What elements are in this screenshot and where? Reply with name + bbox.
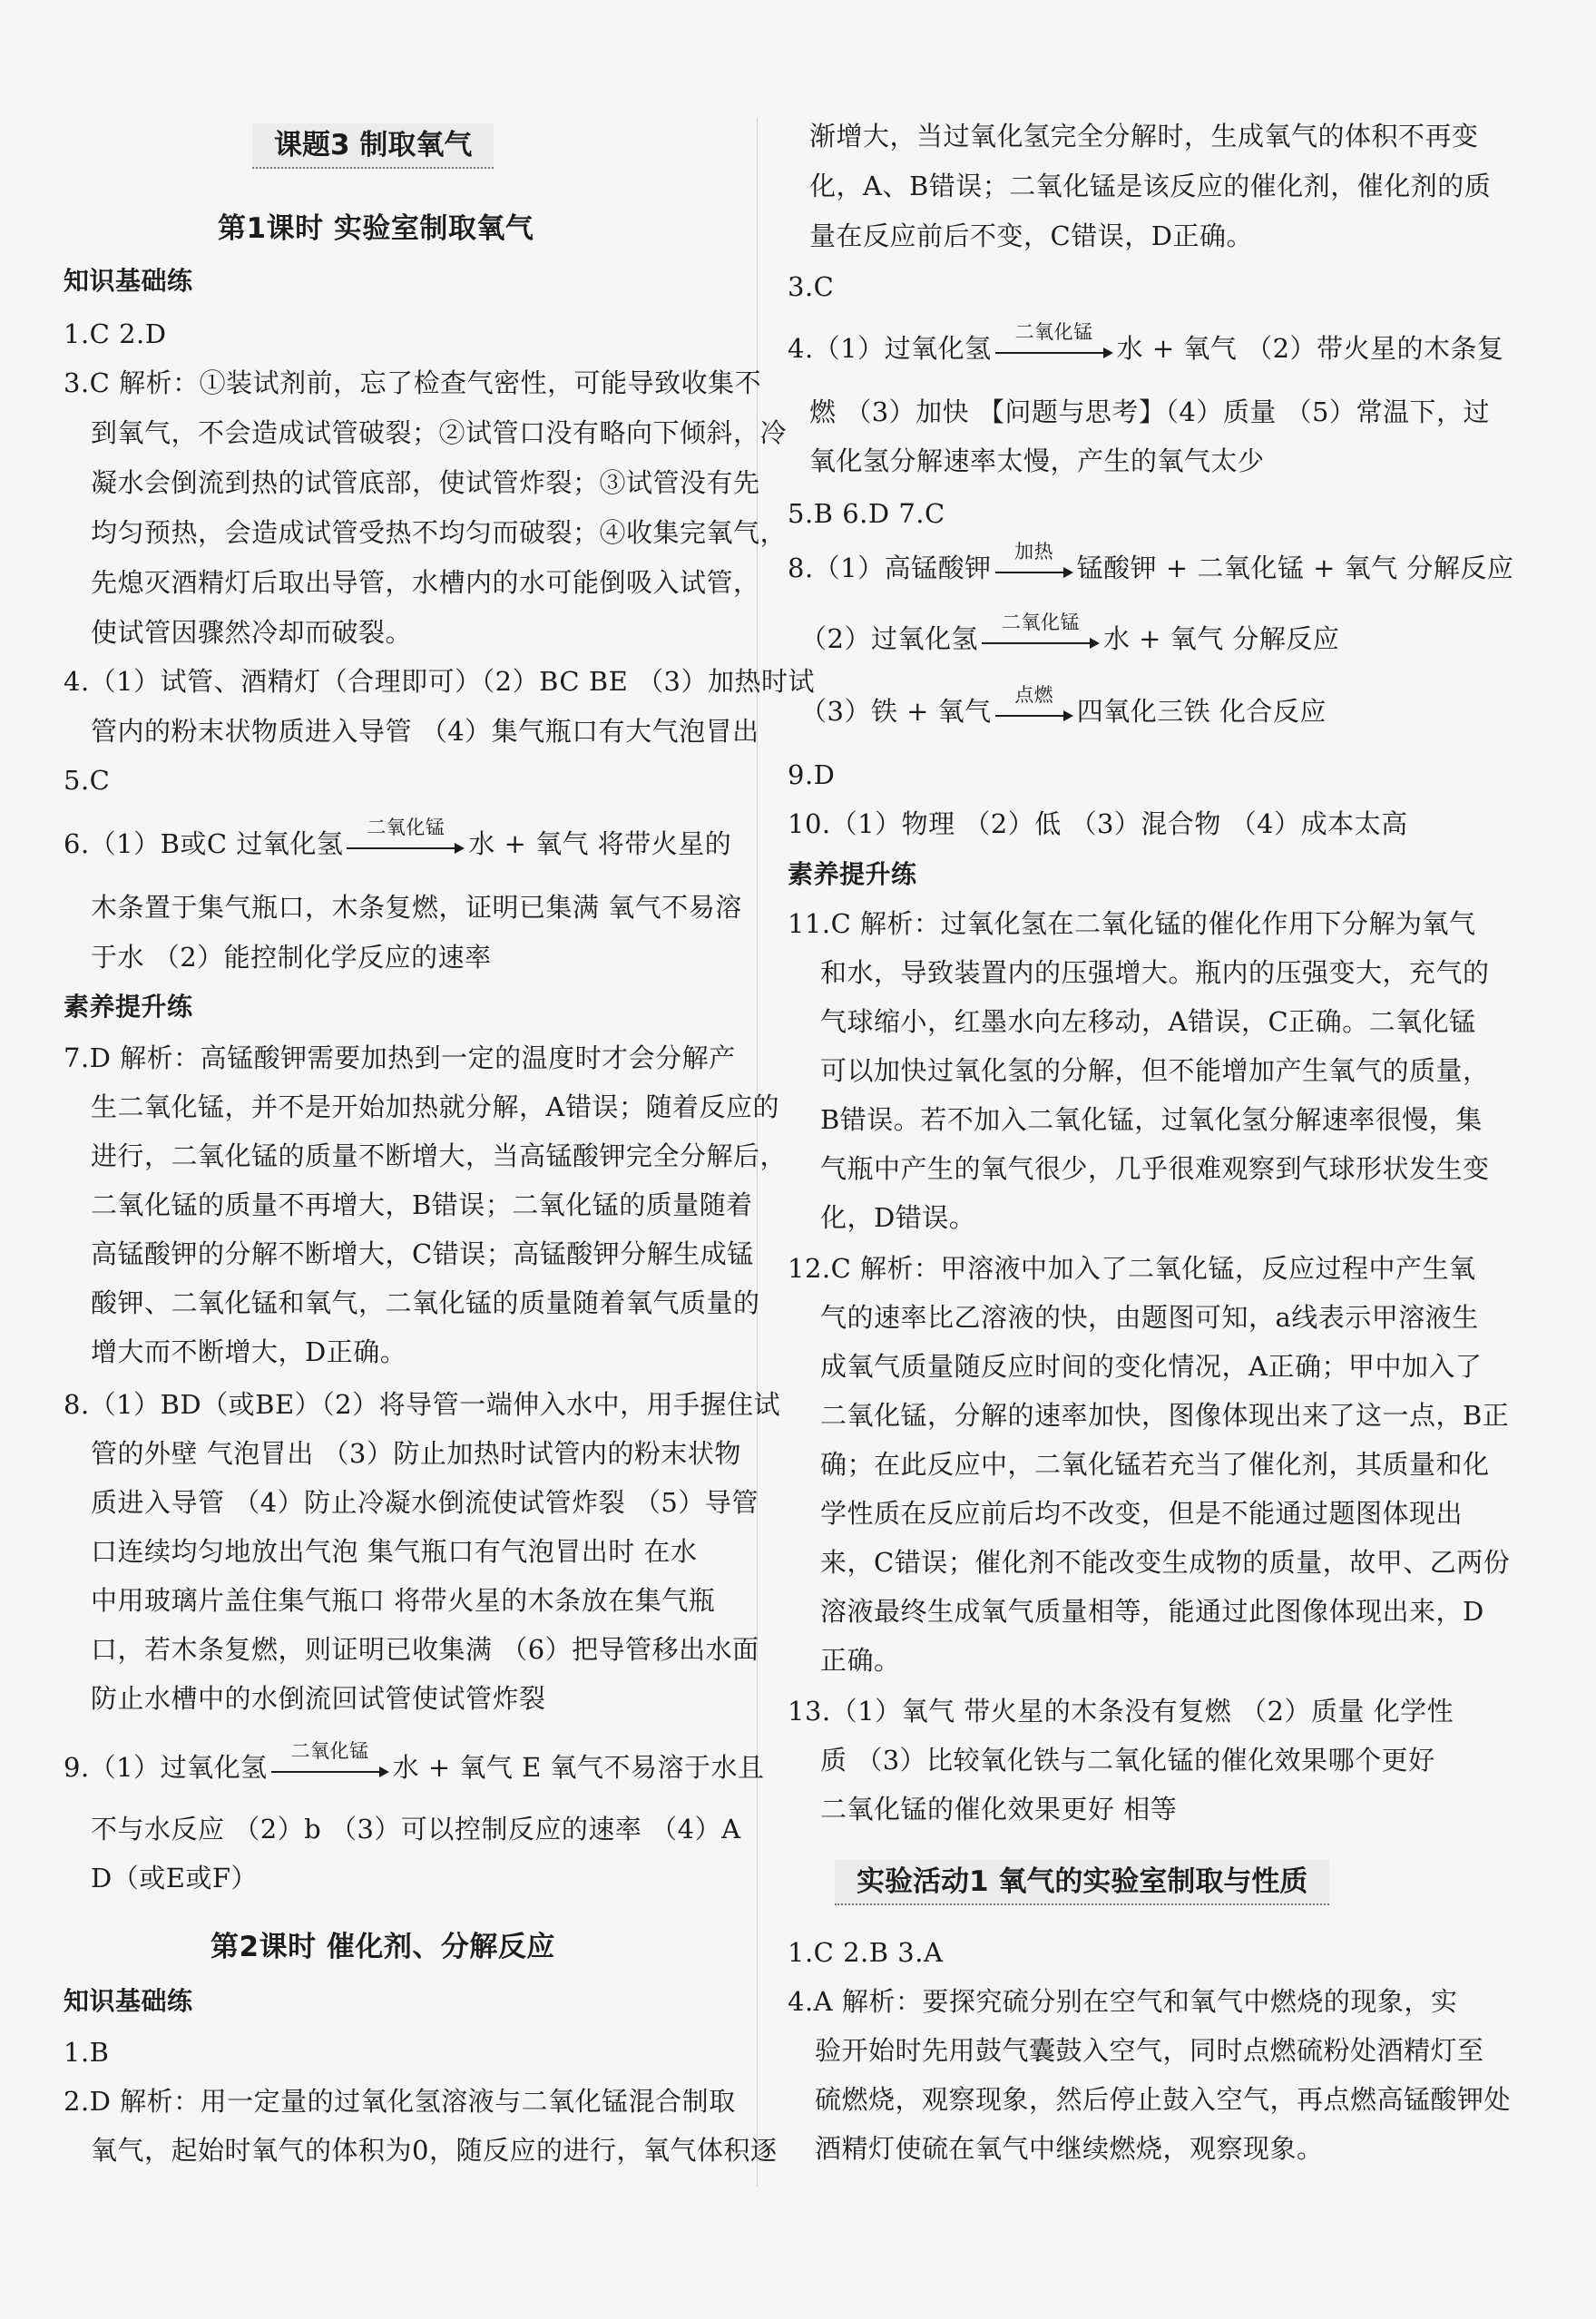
answer-4-line: 4.（1）试管、酒精灯（合理即可）（2）BC BE （3）加热时试 xyxy=(64,666,815,697)
answer-5-7: 5.B 6.D 7.C xyxy=(788,498,945,529)
answer-3-line: 凝水会倒流到热的试管底部，使试管炸裂；③试管没有先 xyxy=(91,467,760,498)
answer-9-line: D（或E或F） xyxy=(91,1863,259,1893)
activity-answer-1-3: 1.C 2.B 3.A xyxy=(788,1937,944,1968)
answer-11-line: 化，D错误。 xyxy=(820,1202,976,1233)
continued-line: 渐增大，当过氧化氢完全分解时，生成氧气的体积不再变 xyxy=(809,121,1479,152)
answer-10: 10.（1）物理 （2）低 （3）混合物 （4）成本太高 xyxy=(788,808,1408,839)
answer-7-line: 酸钾、二氧化锰和氧气，二氧化锰的质量随着氧气质量的 xyxy=(91,1287,760,1318)
answer-3-line: 先熄灭酒精灯后取出导管，水槽内的水可能倒吸入试管， xyxy=(91,567,760,598)
answer-7-line: 7.D 解析：高锰酸钾需要加热到一定的温度时才会分解产 xyxy=(64,1042,736,1073)
answer-7-line: 高锰酸钾的分解不断增大，C错误；高锰酸钾分解生成锰 xyxy=(91,1238,754,1269)
answer-9-equation: 9.（1）过氧化氢 二氧化锰 水 + 氧气 E 氧气不易溶于水且 xyxy=(64,1740,765,1783)
answer-7-line: 增大而不断增大，D正确。 xyxy=(91,1336,407,1367)
answer-11-line: B错误。若不加入二氧化锰，过氧化氢分解速率很慢，集 xyxy=(820,1104,1483,1135)
lesson2-answer-2-line: 2.D 解析：用一定量的过氧化氢溶液与二氧化锰混合制取 xyxy=(64,2086,736,2117)
answer-8-line: 口，若木条复燃，则证明已收集满 （6）把导管移出水面 xyxy=(91,1634,759,1665)
answer-11-line: 11.C 解析：过氧化氢在二氧化锰的催化作用下分解为氧气 xyxy=(788,908,1476,939)
answer-6-equation: 6.（1）B或C 过氧化氢 二氧化锰 水 + 氧气 将带火星的 xyxy=(64,817,732,859)
activity-answer-4-line: 验开始时先用鼓气囊鼓入空气，同时点燃硫粉处酒精灯至 xyxy=(815,2035,1484,2066)
answer-3: 3.C xyxy=(788,271,835,302)
answer-3-line: 均匀预热，会造成试管受热不均匀而破裂；④收集完氧气， xyxy=(91,517,788,548)
lesson1-title: 第1课时 实验室制取氧气 xyxy=(218,212,534,245)
answer-8-line: 8.（1）BD（或BE）（2）将导管一端伸入水中，用手握住试 xyxy=(64,1389,781,1420)
answer-8-line: 管的外壁 气泡冒出 （3）防止加热时试管内的粉末状物 xyxy=(91,1438,741,1469)
answer-12-line: 二氧化锰，分解的速率加快，图像体现出来了这一点，B正 xyxy=(820,1400,1510,1431)
lesson2-title: 第2课时 催化剂、分解反应 xyxy=(211,1931,555,1963)
lesson2-answer-1: 1.B xyxy=(64,2037,110,2068)
answer-6-line: 于水 （2）能控制化学反应的速率 xyxy=(91,942,492,973)
answer-13-line: 二氧化锰的催化效果更好 相等 xyxy=(820,1794,1178,1825)
answer-8-line: 中用玻璃片盖住集气瓶口 将带火星的木条放在集气瓶 xyxy=(91,1585,716,1616)
continued-line: 量在反应前后不变，C错误，D正确。 xyxy=(809,220,1253,251)
answer-7-line: 进行，二氧化锰的质量不断增大，当高锰酸钾完全分解后， xyxy=(91,1140,788,1171)
reaction-arrow: 二氧化锰 xyxy=(347,832,465,859)
answer-12-line: 学性质在反应前后均不改变，但是不能通过题图体现出 xyxy=(820,1498,1464,1529)
answer-11-line: 可以加快过氧化氢的分解，但不能增加产生氧气的质量， xyxy=(820,1055,1490,1086)
answer-4-line: 管内的粉末状物质进入导管 （4）集气瓶口有大气泡冒出 xyxy=(91,716,759,747)
activity-title: 实验活动1 氧气的实验室制取与性质 xyxy=(835,1860,1329,1905)
section-title: 课题3 制取氧气 xyxy=(252,123,494,169)
answer-9-line: 不与水反应 （2）b （3）可以控制反应的速率 （4）A xyxy=(91,1814,741,1844)
answer-12-line: 12.C 解析：甲溶液中加入了二氧化锰，反应过程中产生氧 xyxy=(788,1253,1476,1284)
answer-9: 9.D xyxy=(788,759,836,790)
answer-11-line: 和水，导致装置内的压强增大。瓶内的压强变大，充气的 xyxy=(820,957,1490,988)
answer-8b-equation: （2）过氧化氢 二氧化锰 水 + 氧气 分解反应 xyxy=(800,612,1340,654)
heading-basic: 知识基础练 xyxy=(64,266,193,296)
answer-12-line: 溶液最终生成氧气质量相等，能通过此图像体现出来，D xyxy=(820,1596,1484,1627)
answer-4-equation: 4.（1）过氧化氢 二氧化锰 水 + 氧气 （2）带火星的木条复 xyxy=(788,321,1504,364)
answer-8-line: 质进入导管 （4）防止冷凝水倒流使试管炸裂 （5）导管 xyxy=(91,1487,759,1518)
answer-8a-equation: 8.（1）高锰酸钾 加热 锰酸钾 + 二氧化锰 + 氧气 分解反应 xyxy=(788,541,1514,583)
reaction-arrow: 二氧化锰 xyxy=(271,1756,389,1783)
answer-11-line: 气瓶中产生的氧气很少，几乎很难观察到气球形状发生变 xyxy=(820,1153,1490,1184)
answer-11-line: 气球缩小，红墨水向左移动，A错误，C正确。二氧化锰 xyxy=(820,1006,1476,1037)
answer-1-2: 1.C 2.D xyxy=(64,318,167,349)
answer-8-line: 口连续均匀地放出气泡 集气瓶口有气泡冒出时 在水 xyxy=(91,1536,698,1567)
activity-answer-4-line: 硫燃烧，观察现象，然后停止鼓入空气，再点燃高锰酸钾处 xyxy=(815,2084,1512,2115)
continued-line: 化，A、B错误；二氧化锰是该反应的催化剂，催化剂的质 xyxy=(809,171,1492,201)
activity-answer-4-line: 4.A 解析：要探究硫分别在空气和氧气中燃烧的现象，实 xyxy=(788,1986,1458,2017)
answer-3-line: 3.C 解析：①装试剂前，忘了检查气密性，可能导致收集不 xyxy=(64,367,762,398)
reaction-arrow: 二氧化锰 xyxy=(982,627,1100,654)
answer-13-line: 质 （3）比较氧化铁与二氧化锰的催化效果哪个更好 xyxy=(820,1745,1435,1776)
answer-7-line: 二氧化锰的质量不再增大，B错误；二氧化锰的质量随着 xyxy=(91,1189,753,1220)
answer-7-line: 生二氧化锰，并不是开始加热就分解，A错误；随着反应的 xyxy=(91,1091,779,1122)
heading-basic-2: 知识基础练 xyxy=(64,1986,193,2016)
answer-12-line: 来，C错误；催化剂不能改变生成物的质量，故甲、乙两份 xyxy=(820,1547,1511,1578)
answer-12-line: 确；在此反应中，二氧化锰若充当了催化剂，其质量和化 xyxy=(820,1449,1490,1480)
reaction-arrow: 加热 xyxy=(995,556,1073,583)
activity-answer-4-line: 酒精灯使硫在氧气中继续燃烧，观察现象。 xyxy=(815,2133,1324,2164)
answer-8c-equation: （3）铁 + 氧气 点燃 四氧化三铁 化合反应 xyxy=(800,684,1327,727)
heading-advanced: 素养提升练 xyxy=(788,859,917,889)
answer-4-line: 氧化氢分解速率太慢，产生的氧气太少 xyxy=(809,445,1265,476)
reaction-arrow: 二氧化锰 xyxy=(995,337,1113,364)
answer-6-line: 木条置于集气瓶口，木条复燃，证明已集满 氧气不易溶 xyxy=(91,892,742,923)
answer-12-line: 正确。 xyxy=(820,1645,901,1676)
answer-3-line: 到氧气，不会造成试管破裂；②试管口没有略向下倾斜，冷 xyxy=(91,417,788,448)
lesson2-answer-2-line: 氧气，起始时氧气的体积为0，随反应的进行，氧气体积逐 xyxy=(91,2135,778,2166)
answer-5: 5.C xyxy=(64,765,111,796)
reaction-arrow: 点燃 xyxy=(995,700,1073,727)
answer-3-line: 使试管因骤然冷却而破裂。 xyxy=(91,617,413,648)
answer-12-line: 气的速率比乙溶液的快，由题图可知，a线表示甲溶液生 xyxy=(820,1302,1479,1333)
answer-4-line: 燃 （3）加快 【问题与思考】（4）质量 （5）常温下，过 xyxy=(809,396,1491,427)
answer-13-line: 13.（1）氧气 带火星的木条没有复燃 （2）质量 化学性 xyxy=(788,1696,1454,1727)
answer-12-line: 成氧气质量随反应时间的变化情况，A正确；甲中加入了 xyxy=(820,1351,1483,1382)
heading-advanced: 素养提升练 xyxy=(64,992,193,1022)
answer-8-line: 防止水槽中的水倒流回试管使试管炸裂 xyxy=(91,1683,546,1714)
